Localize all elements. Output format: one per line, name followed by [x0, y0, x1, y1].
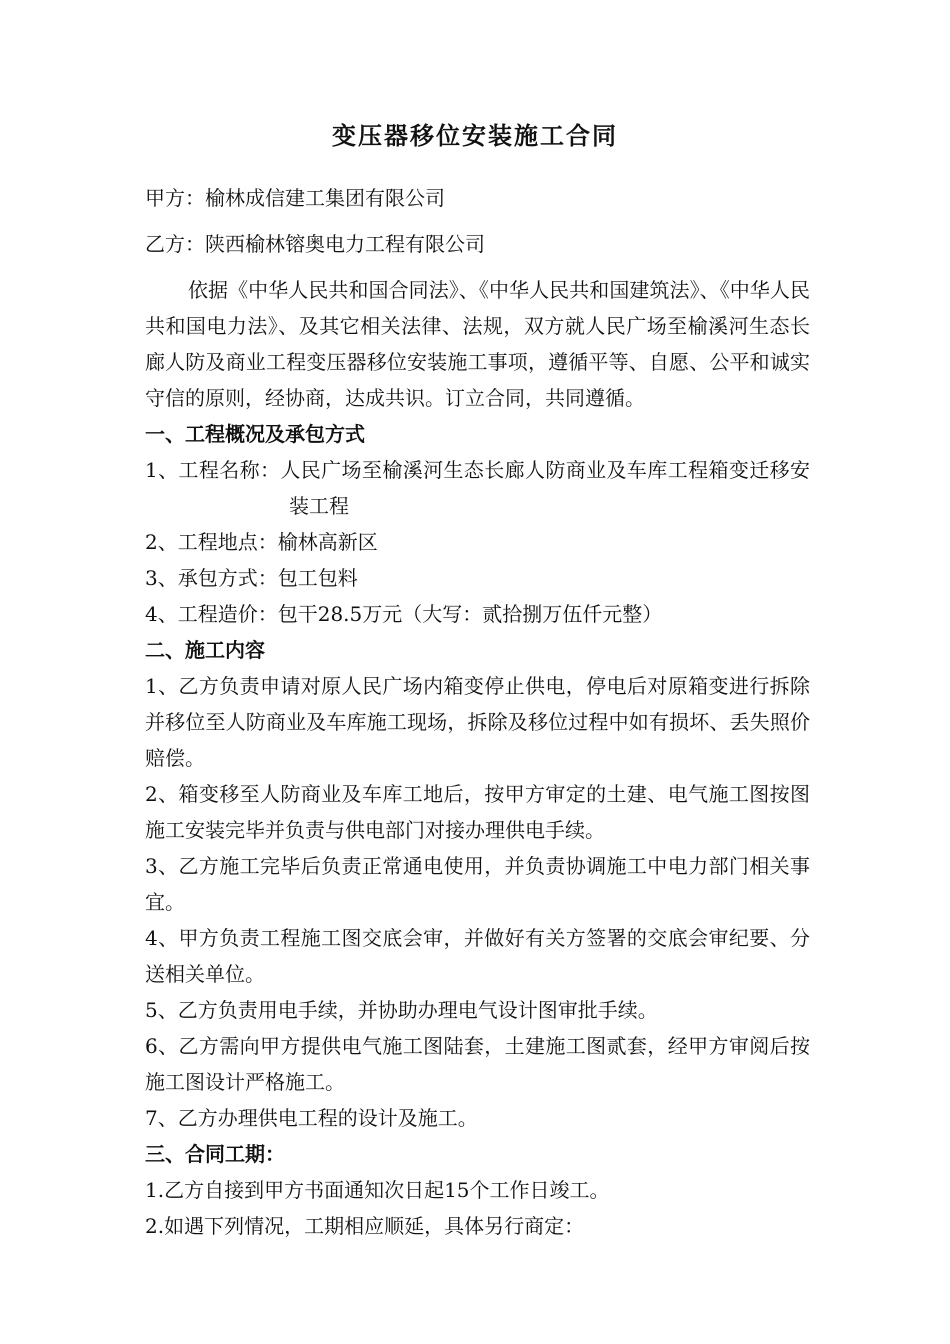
document-body	[145, 180, 810, 1244]
preamble-paragraph: 依据《中华人民共和国合同法》、《中华人民共和国建筑法》、《中华人民共和国电力法》、及其它相关法律、法规，双方就人民广场至榆溪河生态长廊人防及商业工程变压器移位安装施工事项，遵循平等、自愿、公平和诚实守信的原则，经协商，达成共识。订立合同，共同遵循。	[145, 278, 810, 410]
list-item: 2、工程地点：榆林高新区	[145, 530, 378, 554]
list-item: 3、乙方施工完毕后负责正常通电使用，并负责协调施工中电力部门相关事宜。	[145, 854, 810, 914]
party-a: 甲方：榆林成信建工集团有限公司	[145, 186, 445, 210]
list-item: 4、工程造价：包干28.5万元（大写：贰拾捌万伍仟元整）	[145, 602, 663, 626]
section-heading: 一、工程概况及承包方式	[145, 422, 365, 446]
list-item: 3、承包方式：包工包料	[145, 566, 358, 590]
document-title: 变压器移位安装施工合同	[332, 121, 618, 150]
section-heading: 三、合同工期：	[145, 1142, 285, 1166]
list-item: 5、乙方负责用电手续，并协助办理电气设计图审批手续。	[145, 998, 658, 1022]
list-item: 1.乙方自接到甲方书面通知次日起15个工作日竣工。	[145, 1178, 610, 1202]
list-item: 7、乙方办理供电工程的设计及施工。	[145, 1106, 478, 1130]
list-item: 1、乙方负责申请对原人民广场内箱变停止供电，停电后对原箱变进行拆除并移位至人防商业及车库施工现场，拆除及移位过程中如有损坏、丢失照价赔偿。	[145, 674, 810, 770]
section-heading: 二、施工内容	[145, 638, 265, 662]
list-item: 1、工程名称：人民广场至榆溪河生态长廊人防商业及车库工程箱变迁移安装工程	[145, 458, 810, 518]
party-b: 乙方：陕西榆林镕奥电力工程有限公司	[145, 232, 485, 256]
list-item: 4、甲方负责工程施工图交底会审，并做好有关方签署的交底会审纪要、分送相关单位。	[145, 926, 810, 986]
list-item: 2.如遇下列情况，工期相应顺延，具体另行商定：	[145, 1214, 585, 1238]
list-item: 6、乙方需向甲方提供电气施工图陆套，土建施工图贰套，经甲方审阅后按施工图设计严格施工。	[145, 1034, 810, 1094]
list-item: 2、箱变移至人防商业及车库工地后，按甲方审定的土建、电气施工图按图施工安装完毕并负责与供电部门对接办理供电手续。	[145, 782, 810, 842]
